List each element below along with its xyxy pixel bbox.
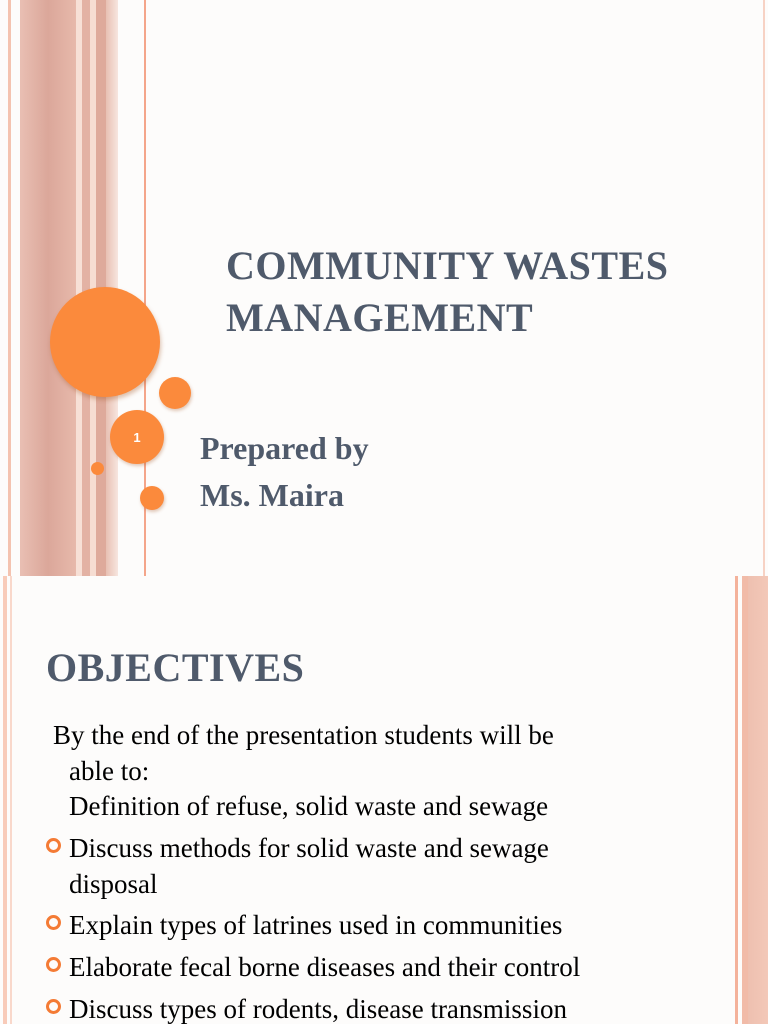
bullet-1-line-1: Discuss methods for solid waste and sewage bbox=[69, 833, 549, 863]
slide-heading: OBJECTIVES bbox=[46, 645, 305, 690]
bullet-ring-icon bbox=[46, 915, 61, 930]
right-decorative-stripe bbox=[735, 576, 738, 1024]
large-circle-decoration bbox=[50, 287, 160, 397]
tiny-circle-decoration bbox=[91, 462, 104, 475]
title-line-2: MANAGEMENT bbox=[226, 295, 534, 340]
intro-line-3: Definition of refuse, solid waste and sewage bbox=[69, 791, 549, 821]
left-edge-line bbox=[10, 576, 12, 1024]
objectives-slide bbox=[0, 576, 768, 1024]
subtitle-line-2: Ms. Maira bbox=[200, 477, 344, 513]
title-line-1: COMMUNITY WASTES bbox=[226, 243, 669, 288]
stripe bbox=[20, 0, 76, 576]
right-decorative-stripe bbox=[748, 576, 768, 1024]
subtitle-line-1: Prepared by bbox=[200, 430, 369, 466]
stripe bbox=[82, 0, 90, 576]
medium-circle-decoration bbox=[159, 377, 191, 409]
bullet-1-line-2: disposal bbox=[69, 869, 158, 899]
right-edge-line bbox=[763, 0, 765, 576]
slide-title bbox=[226, 240, 746, 344]
bullet-4-line-1: Discuss types of rodents, disease transmission bbox=[69, 994, 567, 1024]
bullet-2-line-1: Explain types of latrines used in communities bbox=[69, 910, 563, 940]
small-circle-decoration bbox=[140, 486, 164, 510]
left-edge-line bbox=[3, 576, 7, 1024]
intro-line-1: By the end of the presentation students will be bbox=[53, 720, 554, 750]
bullet-ring-icon bbox=[46, 838, 61, 853]
stripe bbox=[8, 0, 11, 576]
intro-line-2: able to: bbox=[69, 756, 150, 786]
slide-subtitle bbox=[200, 425, 369, 519]
slide-number-badge bbox=[110, 410, 164, 464]
bullet-ring-icon bbox=[46, 999, 61, 1014]
bullet-ring-icon bbox=[46, 957, 61, 972]
slide-number: 1 bbox=[133, 429, 141, 445]
bullet-3-line-1: Elaborate fecal borne diseases and their control bbox=[69, 952, 581, 982]
